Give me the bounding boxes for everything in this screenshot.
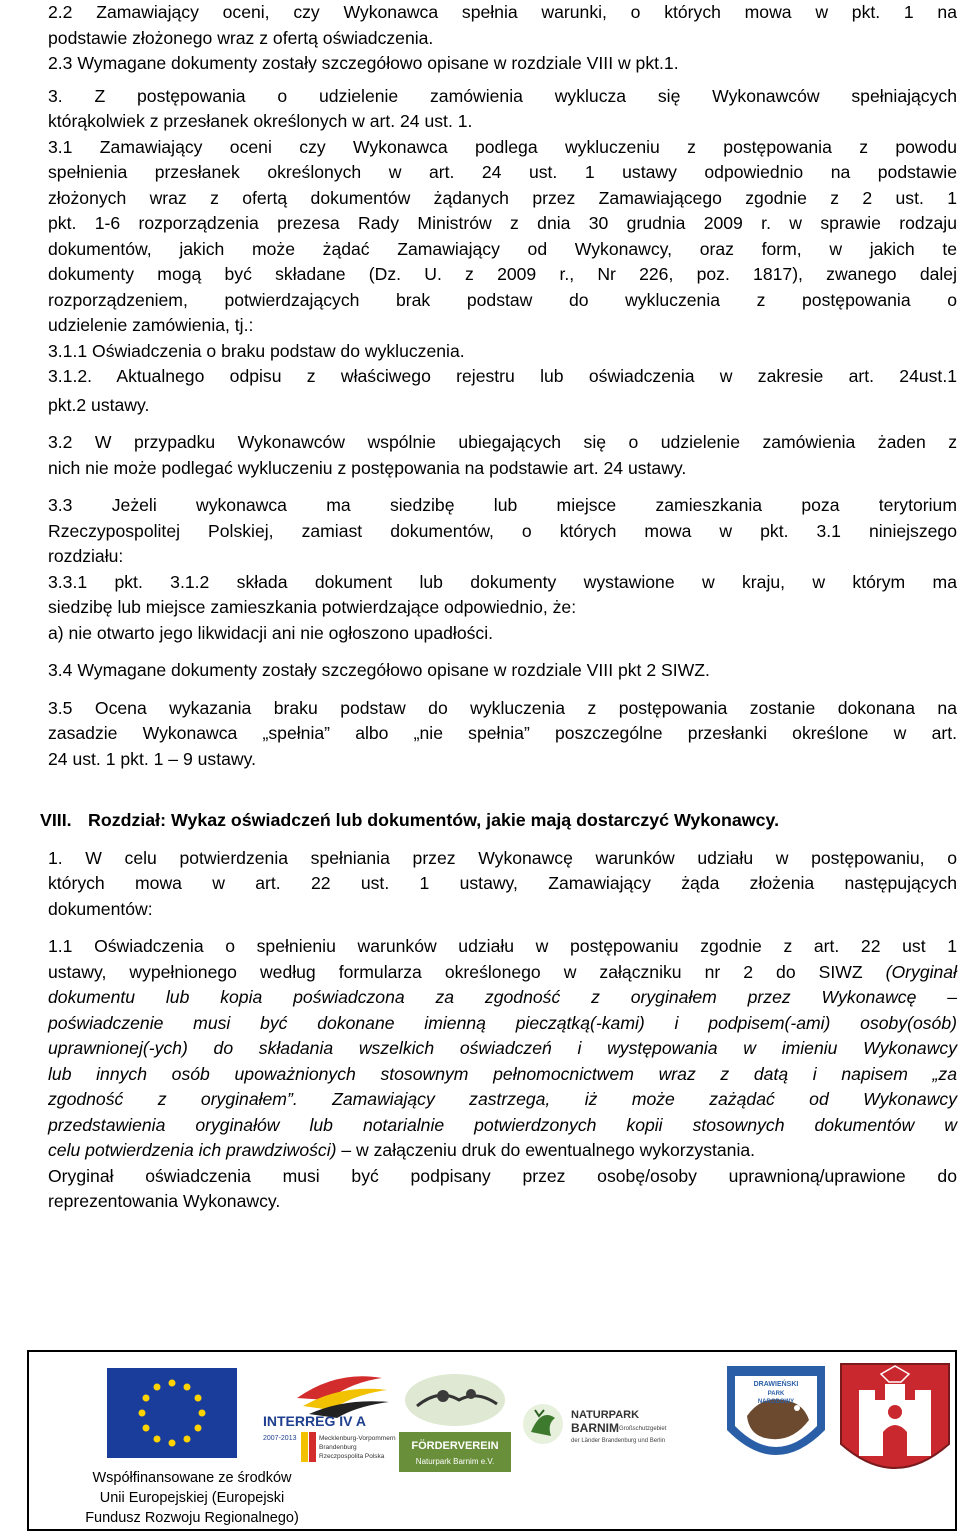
text-line xyxy=(48,960,957,986)
text-line: spełnienia przesłanek określonych w art. 24 ust. 1 ustawy odpowiednio na podstawie xyxy=(48,162,957,182)
naturpark-title: NATURPARK xyxy=(571,1409,640,1421)
text-line: zasadzie Wykonawca „spełnia” albo „nie spełnia” poszczególne przesłanki określone w art. xyxy=(48,723,957,743)
text-line: udzielenie zamówienia, tj.: xyxy=(48,315,254,335)
section-heading xyxy=(40,808,957,834)
text-run: ustawy, wypełnionego według formularza określonego w załączniku nr 2 do SIWZ xyxy=(48,961,886,982)
text-line: dokumenty mogą być składane (Dz. U. z 2009 r., Nr 226, poz. 1817), zwanego dalej xyxy=(48,264,957,284)
eu-flag-logo xyxy=(107,1368,237,1458)
paragraph-3-2 xyxy=(48,430,957,481)
section-title: Rozdział: Wykaz oświadczeń lub dokumentów, jakie mają dostarczyć Wykonawcy. xyxy=(88,810,780,830)
text-run-italic: celu potwierdzenia ich prawdziwości) xyxy=(48,1140,337,1160)
text-line: 1. W celu potwierdzenia spełniania przez Wykonawcę warunków udziału w postępowaniu, o xyxy=(48,847,957,868)
drawienski-label: PARK xyxy=(767,1391,785,1397)
paragraph-2-3 xyxy=(48,51,957,77)
cofinance-line: Unii Europejskiej (Europejski xyxy=(99,1490,285,1506)
cofinance-text xyxy=(72,1468,312,1528)
text-line: pkt. 1-6 rozporządzenia prezesa Rady Ministrów z dnia 30 grudnia 2009 r. w sprawie rodzaju xyxy=(48,213,957,233)
paragraph-3-4 xyxy=(48,658,957,684)
text-line: zgodność z oryginałem”. Zamawiający zastrzega, iż może zażądać od Wykonawcy xyxy=(48,1089,957,1109)
naturpark-sub: Großschutzgebiet xyxy=(619,1426,667,1432)
text-line: Oryginał oświadczenia musi być podpisany przez osobę/osoby uprawnioną/uprawione do xyxy=(48,1165,957,1186)
text-line: uprawnionej(-ych) do składania wszelkich oświadczeń i występowania w imieniu Wykonawcy xyxy=(48,1038,957,1058)
text-run-italic: (Oryginał xyxy=(885,961,957,982)
text-line: rozporządzeniem, potwierdzających brak podstaw do wykluczenia z postępowania o xyxy=(48,289,957,310)
paragraph-3 xyxy=(48,84,957,135)
drawienski-label: NARODOWY xyxy=(757,1399,795,1405)
interreg-region: Mecklenburg-Vorpommern xyxy=(319,1435,396,1442)
text-line: siedzibę lub miejsce zamieszkania potwierdzające odpowiednio, że: xyxy=(48,597,577,617)
naturpark-name: BARNIM xyxy=(571,1421,619,1435)
text-line: reprezentowania Wykonawcy. xyxy=(48,1191,281,1211)
naturpark-sub: der Länder Brandenburg und Berlin xyxy=(571,1438,666,1444)
paragraph-3-1-1 xyxy=(48,339,957,365)
text-line: poświadczenie musi być dokonane imienną pieczątką(-kami) i podpisem(-ami) osoby(osób) xyxy=(48,1012,957,1033)
text-run: – w załączeniu druk do ewentualnego wykorzystania. xyxy=(336,1140,756,1160)
foerderverein-sub: Naturpark Barnim e.V. xyxy=(415,1457,495,1466)
cofinance-line: Fundusz Rozwoju Regionalnego) xyxy=(85,1510,299,1526)
paragraph-3-1-2 xyxy=(48,364,957,418)
text-line xyxy=(48,1138,957,1164)
text-line: podstawie złożonego wraz z ofertą oświadczenia. xyxy=(48,27,434,48)
section-number: VIII. xyxy=(40,810,72,830)
text-line: 3.2 W przypadku Wykonawców wspólnie ubiegających się o udzielenie zamówienia żaden z xyxy=(48,432,957,452)
naturpark-barnim-logo xyxy=(521,1398,711,1458)
text-line: 2.3 Wymagane dokumenty zostały szczegółowo opisane w rozdziale VIII w pkt.1. xyxy=(48,53,679,73)
text-line: 3.1.1 Oświadczenia o braku podstaw do wykluczenia. xyxy=(48,340,465,361)
text-line: nich nie może podlegać wykluczeniu z postępowania na podstawie art. 24 ustawy. xyxy=(48,457,687,478)
text-line: rozdziału: xyxy=(48,546,124,566)
text-line: lub innych osób upoważnionych stosownym pełnomocnictwem wraz z datą i napisem „za xyxy=(48,1063,957,1084)
text-line: Rzeczypospolitej Polskiej, zamiast dokumentów, o których mowa w pkt. 3.1 niniejszego xyxy=(48,520,957,541)
text-line: dokumentu lub kopia poświadczona za zgodność z oryginałem przez Wykonawcę – xyxy=(48,987,957,1007)
paragraph-3-1 xyxy=(48,135,957,339)
text-line: 3.3.1 pkt. 3.1.2 składa dokument lub dokumenty wystawione w kraju, w którym ma xyxy=(48,571,957,592)
text-line: 3.3 Jeżeli wykonawca ma siedzibę lub miejsce zamieszkania poza terytorium xyxy=(48,495,957,515)
text-line: 1.1 Oświadczenia o spełnieniu warunków udziału w postępowaniu zgodnie z art. 22 ust 1 xyxy=(48,936,957,956)
drawienski-label: DRAWIEŃSKI xyxy=(753,1381,799,1388)
interreg-logo xyxy=(257,1360,399,1470)
drawienski-park-logo xyxy=(721,1360,831,1478)
text-line: przedstawienia oryginałów lub notarialnie potwierdzonych kopii stosownych dokumentów w xyxy=(48,1114,957,1135)
paragraph-3-5 xyxy=(48,696,957,773)
foerderverein-title: FÖRDERVEREIN xyxy=(411,1440,499,1452)
text-line: 2.2 Zamawiający oceni, czy Wykonawca spełnia warunki, o których mowa w pkt. 1 na xyxy=(48,2,957,22)
text-line: 3.1.2. Aktualnego odpisu z właściwego rejestru lub oświadczenia w zakresie art. 24ust.1 xyxy=(48,366,957,386)
text-line: pkt.2 ustawy. xyxy=(48,394,150,415)
text-line: złożonych wraz z ofertą dokumentów żądanych przez Zamawiającego zgodnie z 2 ust. 1 xyxy=(48,187,957,208)
paragraph-3-3 xyxy=(48,493,957,646)
text-line: 24 ust. 1 pkt. 1 – 9 ustawy. xyxy=(48,748,256,769)
footer-cofinance-box xyxy=(27,1350,957,1531)
text-line: 3.1 Zamawiający oceni czy Wykonawca podlega wykluczeniu z postępowania z powodu xyxy=(48,136,957,157)
text-line: których mowa w art. 22 ust. 1 ustawy, Zamawiający żąda złożenia następujących xyxy=(48,873,957,893)
coat-of-arms-logo xyxy=(837,1360,953,1486)
foerderverein-logo xyxy=(399,1370,511,1474)
text-line: 3.5 Ocena wykazania braku podstaw do wykluczenia z postępowania zostanie dokonana na xyxy=(48,697,957,718)
paragraph-2-2 xyxy=(48,0,957,51)
text-line: dokumentów: xyxy=(48,898,153,919)
cofinance-line: Współfinansowane ze środków xyxy=(92,1470,292,1486)
interreg-years: 2007-2013 xyxy=(263,1435,297,1442)
paragraph-viii-1-1 xyxy=(48,934,957,1215)
text-line: 3.4 Wymagane dokumenty zostały szczegółowo opisane w rozdziale VIII pkt 2 SIWZ. xyxy=(48,660,710,680)
text-line: dokumentów, jakich może żądać Zamawiający od Wykonawcy, oraz form, w jakich te xyxy=(48,238,957,259)
document-page xyxy=(40,0,957,1215)
text-line: którąkolwiek z przesłanek określonych w art. 24 ust. 1. xyxy=(48,111,473,131)
paragraph-viii-1 xyxy=(48,846,957,923)
text-line: a) nie otwarto jego likwidacji ani nie ogłoszono upadłości. xyxy=(48,622,493,643)
interreg-region: Brandenburg xyxy=(319,1444,357,1451)
interreg-region: Rzeczpospolita Polska xyxy=(319,1453,385,1460)
interreg-title: INTERREG IV A xyxy=(263,1413,366,1429)
text-line: 3. Z postępowania o udzielenie zamówienia wyklucza się Wykonawców spełniających xyxy=(48,85,957,106)
